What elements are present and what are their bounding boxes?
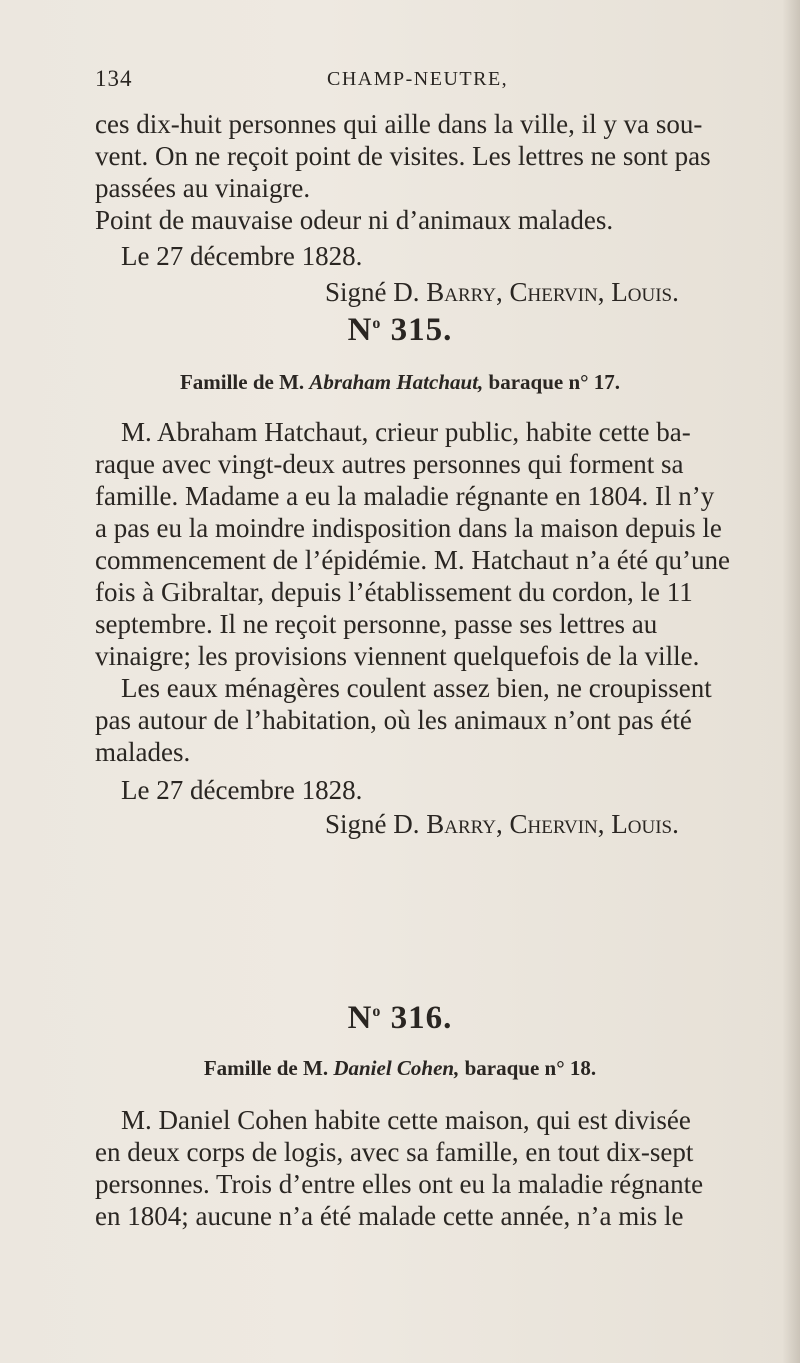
text-line: M. Abraham Hatchaut, crieur public, habite cette ba-	[121, 417, 691, 447]
text-line: septembre. Il ne reçoit personne, passe ses lettres au	[95, 609, 658, 639]
text-line: passées au vinaigre.	[95, 173, 311, 203]
intro-text	[95, 108, 795, 308]
entry-number-value: 316.	[390, 1000, 453, 1036]
signature-names: D. Barry, Chervin, Louis.	[393, 809, 679, 839]
entry-number-315	[0, 312, 800, 349]
page-number: 134	[95, 66, 133, 91]
entry-number-316	[0, 1000, 800, 1037]
date-line: Le 27 décembre 1828.	[121, 241, 363, 271]
family-suffix: baraque n° 18.	[464, 1056, 597, 1080]
entry-number-degree: o	[372, 1003, 382, 1020]
text-line: ces dix-huit personnes qui aille dans la ville, il y va sou-	[95, 109, 703, 139]
family-prefix: Famille de M.	[203, 1056, 329, 1080]
text-line: en 1804; aucune n’a été malade cette année, n’a mis le	[95, 1201, 684, 1231]
signature-prefix: Signé	[325, 277, 387, 307]
text-line: vinaigre; les provisions viennent quelquefois de la ville.	[95, 641, 700, 671]
family-name: Abraham Hatchaut,	[309, 370, 484, 394]
entry-315-text	[95, 416, 795, 840]
entry-number-prefix: N	[347, 312, 373, 348]
family-heading-315	[0, 370, 800, 395]
header-title: CHAMP-NEUTRE,	[327, 68, 509, 90]
family-prefix: Famille de M.	[179, 370, 305, 394]
date-line: Le 27 décembre 1828.	[121, 775, 363, 805]
entry-number-value: 315.	[390, 312, 453, 348]
text-line: famille. Madame a eu la maladie régnante en 1804. Il n’y	[95, 481, 715, 511]
text-line: personnes. Trois d’entre elles ont eu la maladie régnante	[95, 1169, 704, 1199]
text-line: en deux corps de logis, avec sa famille, en tout dix-sept	[95, 1137, 694, 1167]
text-line: Les eaux ménagères coulent assez bien, ne croupissent	[121, 673, 712, 703]
family-suffix: baraque n° 17.	[488, 370, 621, 394]
text-line: a pas eu la moindre indisposition dans la maison depuis le	[95, 513, 722, 543]
text-line: Point de mauvaise odeur ni d’animaux malades.	[95, 205, 614, 235]
text-line: vent. On ne reçoit point de visites. Les lettres ne sont pas	[95, 141, 711, 171]
entry-number-degree: o	[372, 315, 382, 332]
text-line: commencement de l’épidémie. M. Hatchaut n’a été qu’une	[95, 545, 730, 575]
running-head	[95, 66, 725, 96]
signature-line	[95, 276, 795, 308]
text-line: raque avec vingt-deux autres personnes qui forment sa	[95, 449, 684, 479]
text-line: fois à Gibraltar, depuis l’établissement du cordon, le 11	[95, 577, 693, 607]
family-heading-316	[0, 1056, 800, 1081]
text-line: pas autour de l’habitation, où les animaux n’ont pas été	[95, 705, 692, 735]
family-name: Daniel Cohen,	[333, 1056, 460, 1080]
text-line: malades.	[95, 737, 191, 767]
signature-prefix: Signé	[325, 809, 387, 839]
text-line: M. Daniel Cohen habite cette maison, qui est divisée	[121, 1105, 691, 1135]
entry-316-text	[95, 1104, 795, 1232]
signature-names: D. Barry, Chervin, Louis.	[393, 277, 679, 307]
signature-line	[95, 808, 795, 840]
entry-number-prefix: N	[347, 1000, 373, 1036]
